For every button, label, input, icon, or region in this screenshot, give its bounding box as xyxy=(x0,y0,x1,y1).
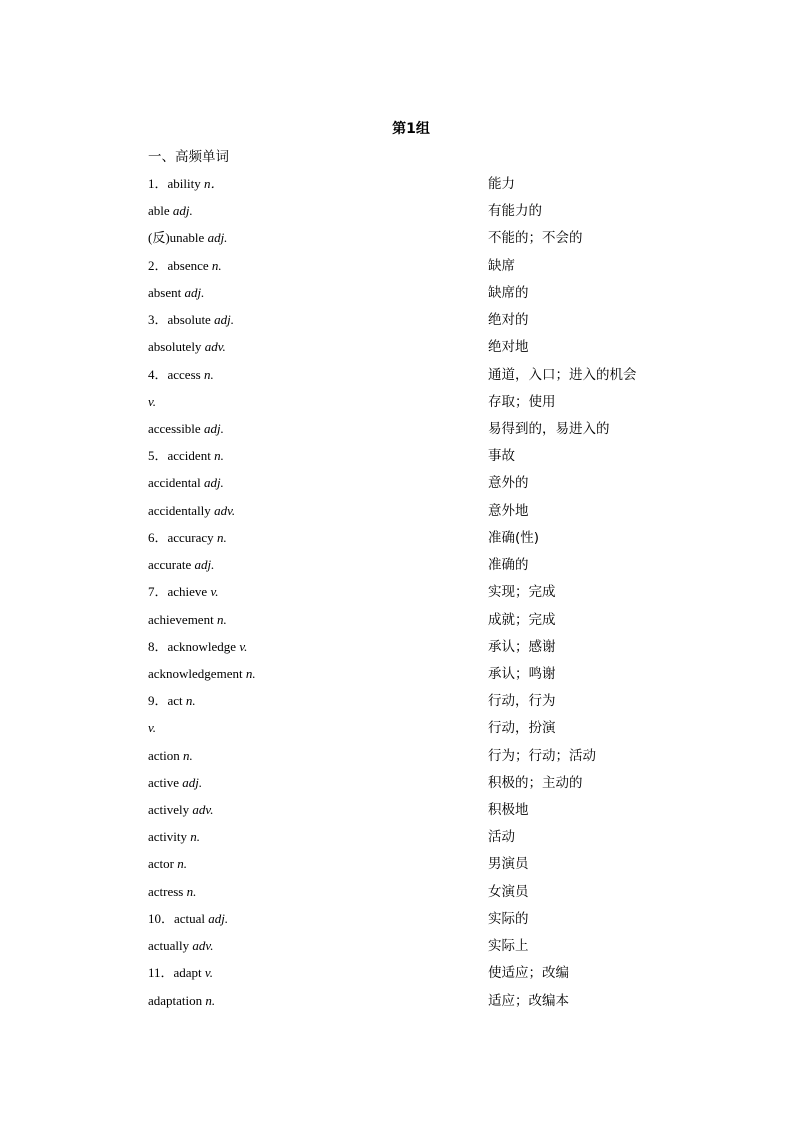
part-of-speech: v. xyxy=(210,584,219,600)
vocab-word: able xyxy=(148,203,173,219)
vocab-word: actually xyxy=(148,938,193,954)
part-of-speech: adv. xyxy=(192,938,214,954)
vocab-meaning: 事故 xyxy=(488,448,515,465)
vocab-entry xyxy=(148,663,708,690)
vocab-meaning: 实现；完成 xyxy=(488,584,556,601)
vocab-meaning: 缺席的 xyxy=(488,284,529,301)
vocab-entry xyxy=(148,227,708,254)
vocab-meaning: 使适应；改编 xyxy=(488,965,569,982)
part-of-speech: adv. xyxy=(192,802,214,818)
part-of-speech: adv. xyxy=(214,502,236,518)
vocab-meaning: 成就；完成 xyxy=(488,611,556,628)
vocab-meaning: 男演员 xyxy=(488,856,529,873)
vocab-entry xyxy=(148,636,708,663)
vocab-meaning: 意外地 xyxy=(488,502,529,519)
vocab-meaning: 承认；感谢 xyxy=(488,638,556,655)
part-of-speech: n. xyxy=(190,829,200,845)
vocab-meaning: 女演员 xyxy=(488,883,529,900)
part-of-speech: n. xyxy=(177,856,187,872)
vocab-meaning: 绝对地 xyxy=(488,339,529,356)
vocab-meaning: 准确的 xyxy=(488,557,529,574)
part-of-speech: n. xyxy=(183,747,193,763)
vocab-term xyxy=(148,418,224,440)
vocab-term xyxy=(148,336,226,358)
vocab-entry xyxy=(148,255,708,282)
vocab-term xyxy=(148,799,213,821)
vocab-meaning: 活动 xyxy=(488,829,515,846)
vocab-meaning: 行为；行动；活动 xyxy=(488,747,596,764)
vocab-entry xyxy=(148,173,708,200)
vocab-meaning: 存取；使用 xyxy=(488,393,556,410)
vocab-term xyxy=(148,908,228,930)
part-of-speech: v. xyxy=(239,638,248,654)
vocab-word: 9．act xyxy=(148,693,186,709)
vocab-word: accidental xyxy=(148,475,204,491)
vocab-word: (反)unable xyxy=(148,230,208,246)
vocab-word: actor xyxy=(148,856,178,872)
vocab-word: 8．acknowledge xyxy=(148,638,240,654)
vocab-entry xyxy=(148,799,708,826)
part-of-speech: v. xyxy=(148,720,157,736)
vocab-word: accidentally xyxy=(148,502,215,518)
vocab-term xyxy=(148,227,227,249)
vocab-entry xyxy=(148,445,708,472)
vocab-meaning: 有能力的 xyxy=(488,203,542,220)
part-of-speech: n. xyxy=(214,448,224,464)
vocab-term xyxy=(148,990,215,1012)
vocab-entry xyxy=(148,935,708,962)
vocab-word: acknowledgement xyxy=(148,665,246,681)
vocab-word: 11．adapt xyxy=(148,965,205,981)
vocab-meaning: 实际上 xyxy=(488,938,529,955)
part-of-speech: adj. xyxy=(172,203,193,219)
vocab-term xyxy=(148,935,213,957)
vocab-meaning: 易得到的，易进入的 xyxy=(488,420,610,437)
part-of-speech: adj. xyxy=(182,774,203,790)
vocab-entry xyxy=(148,282,708,309)
vocab-word: 7．achieve xyxy=(148,584,211,600)
vocab-term xyxy=(148,717,156,739)
vocab-word: 10．actual xyxy=(148,910,209,926)
vocab-entry xyxy=(148,690,708,717)
vocab-entry xyxy=(148,527,708,554)
part-of-speech: adv. xyxy=(204,339,226,355)
vocab-word: accessible xyxy=(148,420,204,436)
vocab-meaning: 积极的；主动的 xyxy=(488,774,583,791)
part-of-speech: adj. xyxy=(207,230,228,246)
vocab-term xyxy=(148,609,227,631)
vocab-entry xyxy=(148,581,708,608)
vocab-word: activity xyxy=(148,829,191,845)
vocab-term xyxy=(148,853,187,875)
vocab-entry xyxy=(148,826,708,853)
part-of-speech: n. xyxy=(185,693,196,709)
vocab-term xyxy=(148,772,202,794)
vocab-term xyxy=(148,881,196,903)
vocab-term xyxy=(148,364,214,386)
vocab-meaning: 行动，扮演 xyxy=(488,720,556,737)
vocab-word: action xyxy=(148,747,184,763)
part-of-speech: v. xyxy=(148,393,157,409)
vocab-entry xyxy=(148,772,708,799)
part-of-speech: adj. xyxy=(203,475,224,491)
vocab-term xyxy=(148,636,247,658)
part-of-speech: n. xyxy=(211,257,222,273)
vocab-meaning: 实际的 xyxy=(488,910,529,927)
part-of-speech: n. xyxy=(216,529,227,545)
part-of-speech: adj. xyxy=(184,284,205,300)
vocab-word: absolutely xyxy=(148,339,205,355)
vocab-term xyxy=(148,663,256,685)
vocab-meaning: 行动，行为 xyxy=(488,693,556,710)
vocab-entry xyxy=(148,418,708,445)
vocab-word: absent xyxy=(148,284,185,300)
vocabulary-list xyxy=(148,173,708,1017)
vocab-entry xyxy=(148,745,708,772)
vocab-word: adaptation xyxy=(148,992,206,1008)
part-of-speech: n. xyxy=(186,883,197,899)
vocab-entry xyxy=(148,472,708,499)
vocab-meaning: 绝对的 xyxy=(488,312,529,329)
page-title: 第1组 xyxy=(392,121,430,137)
vocab-entry xyxy=(148,717,708,744)
part-of-speech: adj. xyxy=(214,312,234,328)
vocab-term xyxy=(148,255,222,277)
vocab-meaning: 通道，入口；进入的机会 xyxy=(488,366,637,383)
vocab-term xyxy=(148,309,234,331)
vocab-entry xyxy=(148,200,708,227)
vocab-term xyxy=(148,527,227,549)
vocab-word: 2．absence xyxy=(148,257,212,273)
vocab-entry xyxy=(148,990,708,1017)
vocab-entry xyxy=(148,309,708,336)
vocab-term xyxy=(148,500,235,522)
vocab-word: 1．ability xyxy=(148,176,204,191)
vocab-meaning: 缺席 xyxy=(488,257,515,274)
vocab-word: actress xyxy=(148,883,187,899)
vocab-meaning: 适应；改编本 xyxy=(488,992,569,1009)
vocab-meaning: 承认；鸣谢 xyxy=(488,665,556,682)
vocab-entry xyxy=(148,391,708,418)
vocab-word: 6．accuracy xyxy=(148,529,217,545)
vocab-meaning: 积极地 xyxy=(488,802,529,819)
vocab-term xyxy=(148,745,193,767)
vocab-entry xyxy=(148,364,708,391)
vocab-word: 5．accident xyxy=(148,448,215,464)
vocab-term xyxy=(148,690,196,712)
vocab-term xyxy=(148,173,223,195)
vocab-entry xyxy=(148,554,708,581)
section-heading: 一、高频单词 xyxy=(148,149,229,165)
vocab-meaning: 不能的；不会的 xyxy=(488,230,583,247)
part-of-speech: adj. xyxy=(194,557,215,573)
vocab-entry xyxy=(148,500,708,527)
vocab-term xyxy=(148,472,224,494)
part-of-speech: n. xyxy=(203,366,214,382)
part-of-speech: n. xyxy=(216,611,227,627)
vocab-entry xyxy=(148,609,708,636)
vocab-entry xyxy=(148,908,708,935)
vocab-term xyxy=(148,282,204,304)
vocab-term xyxy=(148,826,200,848)
vocab-term xyxy=(148,554,214,576)
vocab-term xyxy=(148,581,219,603)
vocab-word: 4．access xyxy=(148,366,204,382)
vocab-word: active xyxy=(148,774,183,790)
vocab-entry xyxy=(148,881,708,908)
vocab-meaning: 能力 xyxy=(488,176,515,192)
vocab-entry xyxy=(148,853,708,880)
vocab-term xyxy=(148,962,213,984)
vocab-word: actively xyxy=(148,802,193,818)
vocab-word: 3．absolute xyxy=(148,312,215,328)
vocab-term xyxy=(148,445,224,467)
vocab-word: accurate xyxy=(148,557,195,573)
vocab-term xyxy=(148,200,193,222)
vocab-entry xyxy=(148,962,708,989)
part-of-speech: v. xyxy=(204,965,213,981)
part-of-speech: n. xyxy=(245,665,256,681)
part-of-speech: adj. xyxy=(208,910,229,926)
vocab-entry xyxy=(148,336,708,363)
vocab-meaning: 准确(性) xyxy=(488,529,540,546)
vocab-word: achievement xyxy=(148,611,217,627)
part-of-speech: adj. xyxy=(203,420,224,436)
vocab-meaning: 意外的 xyxy=(488,475,529,492)
vocab-term xyxy=(148,391,156,413)
part-of-speech: n． xyxy=(203,176,224,191)
part-of-speech: n. xyxy=(205,992,216,1008)
